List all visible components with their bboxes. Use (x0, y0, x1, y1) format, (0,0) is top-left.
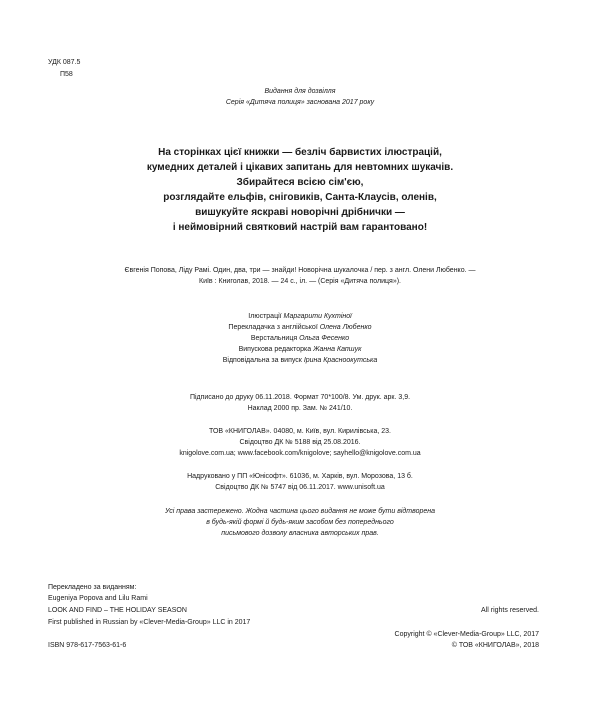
credit-person: Ірина Красноокутська (303, 357, 378, 364)
annotation-line: розглядайте ельфів, сніговиків, Санта-Клаусів, оленів, (163, 192, 437, 203)
original-authors: Eugeniya Popova and Lilu Rami (48, 595, 148, 602)
printer-certificate: Свідоцтво ДК № 5747 від 06.11.2017. www.unisoft.ua (215, 484, 385, 491)
isbn: ISBN 978-617-7563-61-6 (48, 642, 127, 649)
series-note: Серія «Дитяча полиця» заснована 2017 року (225, 99, 375, 106)
credit-editor (0, 345, 600, 355)
all-rights-reserved: All rights reserved. (481, 607, 539, 614)
bbk-code: П58 (60, 71, 73, 78)
annotation-line: і неймовірний святковий настрій вам гарантовано! (172, 222, 428, 233)
credit-layout (0, 334, 600, 344)
credit-role: Верстальниця (250, 335, 298, 342)
bibliographic-line: Київ : Книголав, 2018. — 24 с., іл. — (Серія «Дитяча полиця»). (199, 278, 401, 285)
publisher-certificate: Свідоцтво ДК № 5188 від 25.08.2016. (239, 439, 361, 446)
copyright-ukrainian: © ТОВ «КНИГОЛАВ», 2018 (451, 642, 539, 649)
publisher-contacts: knigolove.com.ua; www.facebook.com/knigolove; sayhello@knigolove.com.ua (179, 450, 421, 457)
printer-address: Надруковано у ПП «Юнісофт». 61036, м. Харків, вул. Морозова, 13 б. (187, 473, 413, 480)
credit-translator (0, 323, 600, 333)
original-title: LOOK AND FIND – THE HOLIDAY SEASON (48, 607, 187, 614)
publisher-address: ТОВ «КНИГОЛАВ». 04080, м. Київ, вул. Кирилівська, 23. (209, 428, 391, 435)
print-run: Наклад 2000 пр. Зам. № 241/10. (247, 405, 353, 412)
annotation-line: вишукуйте яскраві новорічні дрібнички — (195, 207, 405, 218)
udk-code: УДК 087.5 (48, 59, 81, 66)
credit-person: Олена Любенко (319, 324, 372, 331)
bibliographic-line: Євгенія Попова, Ліду Рамі. Один, два, три — знайди! Новорічна шукалочка / пер. з англ. Олени Любенко. — (124, 267, 476, 274)
credit-responsible (0, 356, 600, 366)
original-first-published: First published in Russian by «Clever-Media-Group» LLC in 2017 (48, 619, 251, 626)
credit-person: Маргарити Кухтіної (283, 313, 352, 320)
edition-type: Видання для дозвілля (264, 88, 336, 95)
original-heading: Перекладено за виданням: (48, 584, 137, 591)
print-specs: Підписано до друку 06.11.2018. Формат 70*100/8. Ум. друк. арк. 3,9. (189, 394, 411, 401)
credit-role: Відповідальна за випуск (222, 357, 302, 364)
annotation-line: кумедних деталей і цікавих запитань для невтомних шукачів. (146, 162, 454, 173)
rights-notice-line: письмового дозволу власника авторських прав. (221, 530, 379, 537)
copyright-original: Copyright © «Clever-Media-Group» LLC, 2017 (394, 631, 539, 638)
credit-role: Випускова редакторка (238, 346, 312, 353)
rights-notice-line: в будь-якій формі й будь-яким засобом без попереднього (206, 519, 394, 526)
credit-person: Ольга Фесенко (299, 335, 350, 342)
credit-role: Ілюстрації (248, 313, 282, 320)
rights-notice-line: Усі права застережено. Жодна частина цього видання не може бути відтворена (164, 508, 436, 515)
credit-illustrations (0, 312, 600, 322)
credit-person: Жанна Капшук (313, 346, 362, 353)
annotation-line: На сторінках цієї книжки — безліч барвистих ілюстрацій, (158, 147, 442, 158)
annotation-line: Збирайтеся всією сім'єю, (236, 177, 364, 188)
credit-role: Перекладачка з англійської (228, 324, 318, 331)
